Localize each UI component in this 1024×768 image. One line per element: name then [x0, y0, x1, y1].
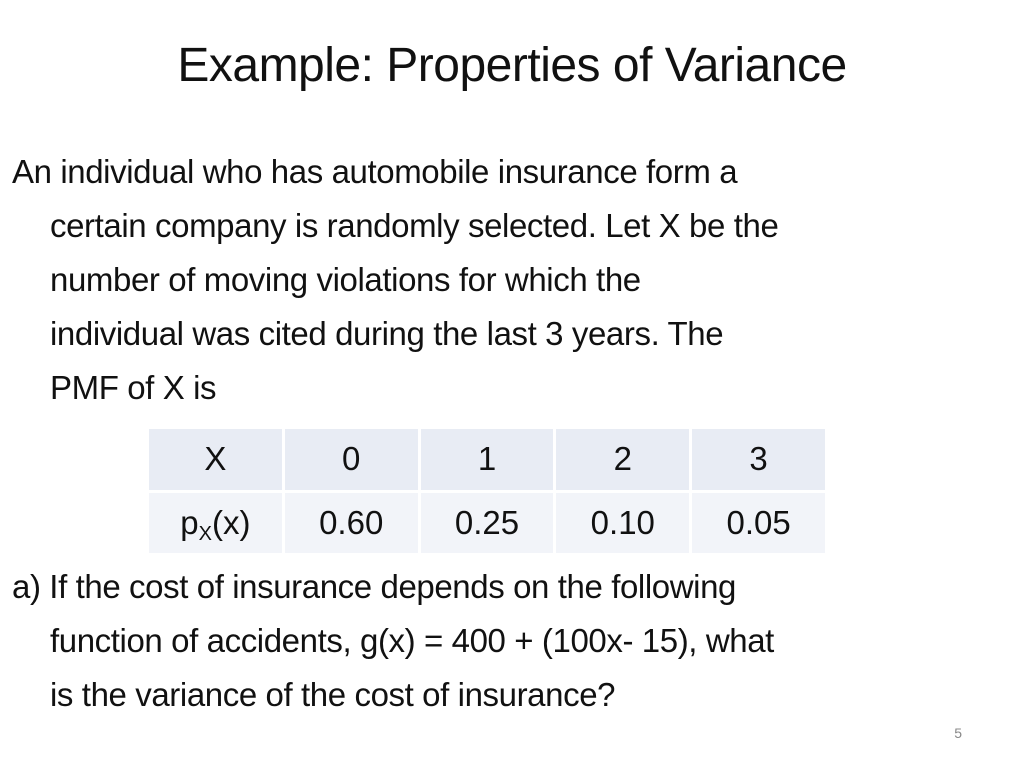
- question-line: a) If the cost of insurance depends on the following: [12, 568, 737, 605]
- table-cell-x-value: 0: [283, 428, 419, 492]
- question-paragraph: [12, 560, 1012, 722]
- intro-line: certain company is randomly selected. Let X be the: [50, 207, 779, 244]
- table-cell-x-value: 1: [419, 428, 555, 492]
- table-cell-probability: 0.60: [283, 491, 419, 555]
- intro-paragraph: [12, 145, 1012, 415]
- pmf-label-subscript: X: [198, 522, 212, 545]
- pmf-label-base: p: [180, 503, 199, 541]
- table-cell-x-value: 2: [555, 428, 691, 492]
- table-cell-x-value: 3: [691, 428, 827, 492]
- table-row: [148, 428, 827, 492]
- table-row: [148, 491, 827, 555]
- pmf-label-rest: (x): [212, 503, 251, 541]
- slide-title: Example: Properties of Variance: [177, 39, 847, 92]
- page-number: 5: [954, 725, 962, 741]
- table-header-x-label: X: [148, 428, 284, 492]
- table-row-label-pmf: [148, 491, 284, 555]
- intro-line: individual was cited during the last 3 years. The: [50, 315, 724, 352]
- question-line: is the variance of the cost of insurance?: [50, 676, 616, 713]
- intro-line: number of moving violations for which the: [50, 261, 641, 298]
- intro-line: An individual who has automobile insurance form a: [12, 153, 738, 190]
- pmf-table: [146, 426, 828, 556]
- table-cell-probability: 0.10: [555, 491, 691, 555]
- intro-line: PMF of X is: [50, 369, 217, 406]
- question-line: function of accidents, g(x) = 400 + (100x- 15), what: [50, 622, 774, 659]
- table-cell-probability: 0.05: [691, 491, 827, 555]
- table-cell-probability: 0.25: [419, 491, 555, 555]
